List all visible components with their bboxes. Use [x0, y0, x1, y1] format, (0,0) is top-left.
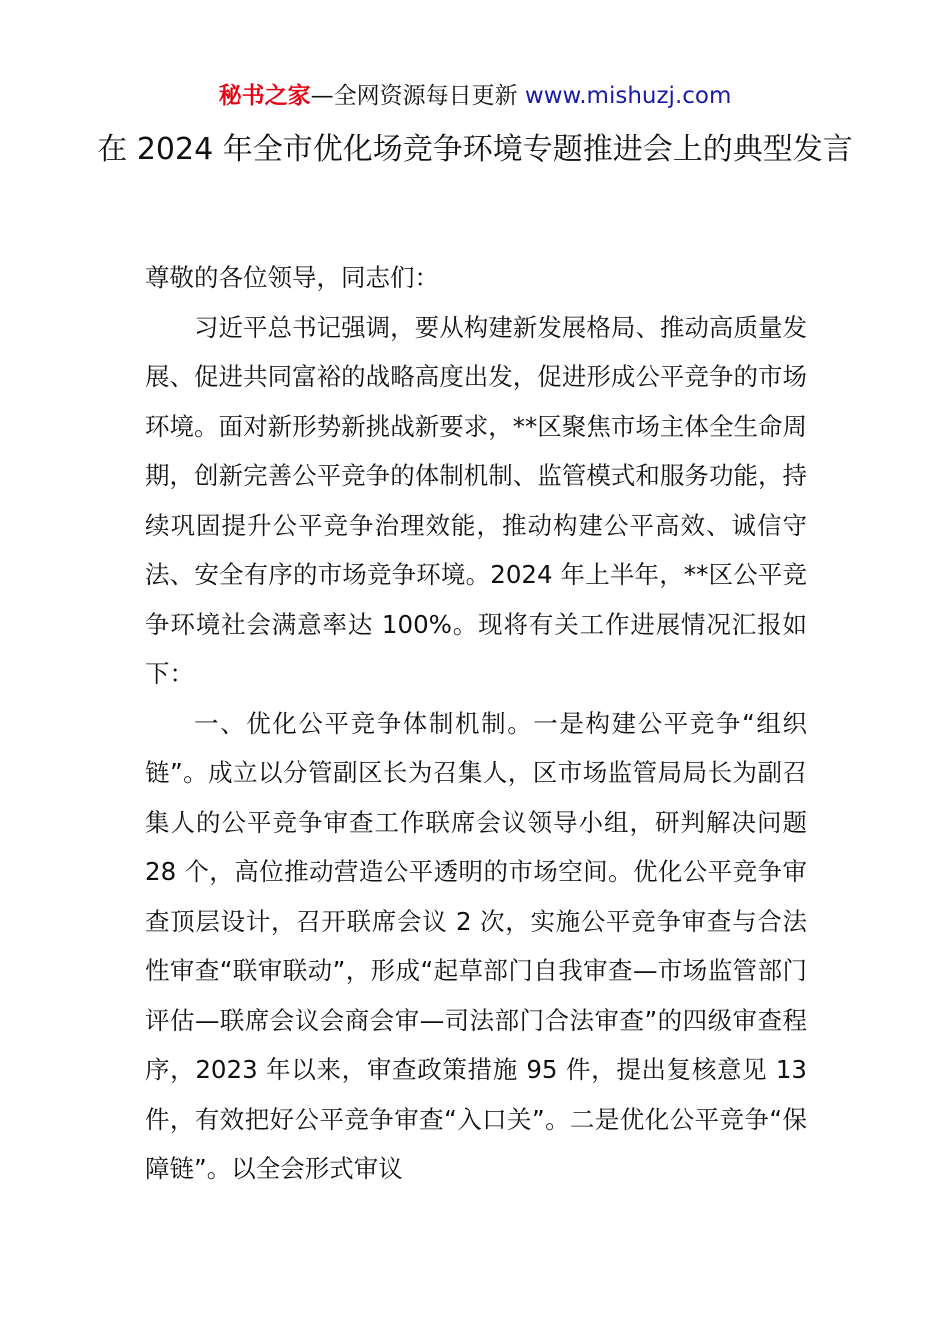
salutation: 尊敬的各位领导，同志们： — [145, 263, 439, 292]
paragraph-intro: 习近平总书记强调，要从构建新发展格局、推动高质量发展、促进共同富裕的战略高度出发，促进形成公平竞争的市场环境。面对新形势新挑战新要求，**区聚焦市场主体全生命周期，创新完善公平竞争的体制机制、监管模式和服务功能，持续巩固提升公平竞争治理效能，推动构建公平高效、诚信守法、安全有序的市场竞争环境。2024 年上半年，**区公平竞争环境社会满意率达 100%。现将有关工作进展情况汇报如下： — [145, 312, 807, 688]
document-title: 在 2024 年全市优化场竞争环境专题推进会上的典型发言 — [97, 132, 853, 167]
brand-name: 秘书之家 — [218, 83, 311, 109]
site-url-link[interactable]: www.mishuzj.com — [524, 83, 732, 109]
site-header — [0, 80, 950, 112]
paragraph-section-one: 一、优化公平竞争体制机制。一是构建公平竞争“组织链”。成立以分管副区长为召集人，区市场监管局局长为副召集人的公平竞争审查工作联席会议领导小组，研判解决问题 28 个，高位推动营造公平透明的市场空间。优化公平竞争审查顶层设计，召开联席会议 2 次，实施公平竞争审查与合法性审查“联审联动”，形成“起草部门自我审查—市场监管部门评估—联席会议会商会审—司法部门合法审查”的四级审查程序，2023 年以来，审查政策措施 95 件，提出复核意见 13 件，有效把好公平竞争审查“入口关”。二是优化公平竞争“保障链”。以全会形式审议 — [145, 708, 807, 1183]
header-tagline: —全网资源每日更新 — [310, 83, 518, 109]
document-body — [145, 253, 807, 1194]
